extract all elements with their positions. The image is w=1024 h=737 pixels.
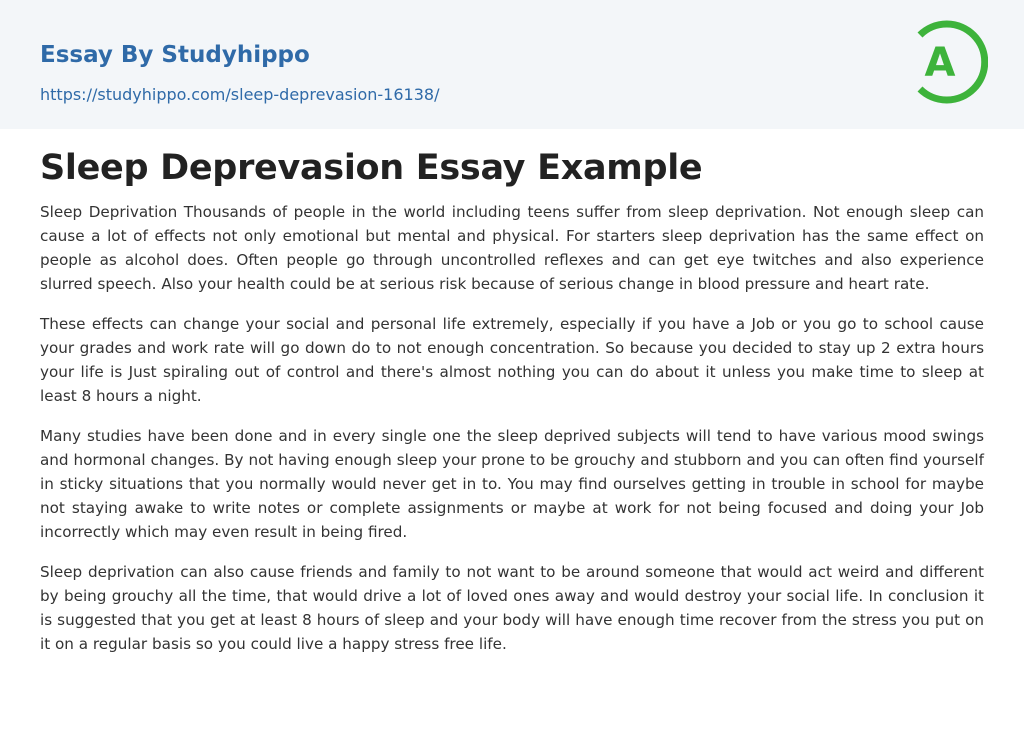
article-paragraph: Sleep deprivation can also cause friends and family to not want to be around someone that would act weird and different by being grouchy all the time, that would drive a lot of loved ones away and would destroy your social life. In conclusion it is suggested that you get at least 8 hours of sleep and your body will have enough time recover from the stress you put on it on a regular basis so you could live a happy stress free life. bbox=[40, 563, 984, 653]
studyhippo-logo[interactable] bbox=[910, 18, 988, 106]
article-paragraph: These effects can change your social and personal life extremely, especially if you have a Job or you go to school cause your grades and work rate will go down do to not enough concentration. So because you decided to stay up 2 extra hours your life is Just spiraling out of control and there's almost nothing you can do about it unless you make time to sleep at least 8 hours a night. bbox=[40, 315, 984, 405]
source-url-link[interactable]: https://studyhippo.com/sleep-deprevasion-16138/ bbox=[40, 85, 440, 104]
page-title: Sleep Deprevasion Essay Example bbox=[40, 148, 703, 188]
brand-title[interactable]: Essay By Studyhippo bbox=[40, 42, 310, 68]
logo-ring-icon bbox=[910, 18, 988, 106]
logo-letter: A bbox=[924, 40, 956, 86]
article-paragraph: Many studies have been done and in every single one the sleep deprived subjects will tend to have various mood swings and hormonal changes. By not having enough sleep your prone to be grouchy and stubborn and you can often find yourself in sticky situations that you normally would never get in to. You may find ourselves getting in trouble in school for maybe not staying awake to write notes or complete assignments or maybe at work for not being focused and doing your Job incorrectly which may even result in being fired. bbox=[40, 427, 984, 541]
article-paragraph: Sleep Deprivation Thousands of people in the world including teens suffer from sleep deprivation. Not enough sleep can cause a lot of effects not only emotional but mental and physical. For starters sleep deprivation has the same effect on people as alcohol does. Often people go through uncontrolled reflexes and can get eye twitches and also experience slurred speech. Also your health could be at serious risk because of serious change in blood pressure and heart rate. bbox=[40, 203, 984, 293]
site-header bbox=[0, 0, 1024, 129]
article bbox=[40, 146, 984, 656]
